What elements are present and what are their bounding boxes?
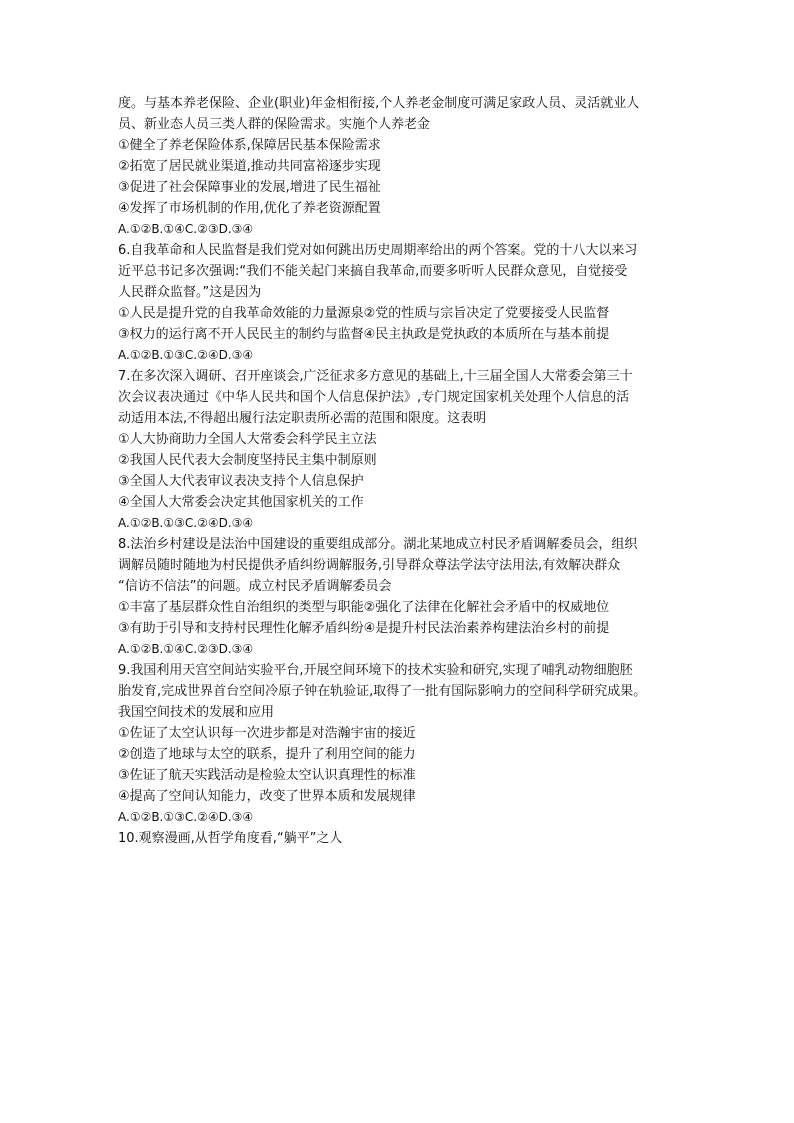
q8-options-row-2: ③有助于引导和支持村民理性化解矛盾纠纷④是提升村民法治素养构建法治乡村的前提 <box>118 621 610 636</box>
q5-option-1: ①健全了养老保险体系,保障居民基本保险需求 <box>118 138 381 153</box>
q8-options-row-1: ①丰富了基层群众性自治组织的类型与职能②强化了法律在化解社会矛盾中的权威地位 <box>118 600 610 615</box>
q9-stem-line-3: 我国空间技术的发展和应用 <box>118 705 275 720</box>
q5-option-2: ②拓宽了居民就业渠道,推动共同富裕逐步实现 <box>118 159 381 174</box>
q7-option-1: ①人大协商助力全国人大常委会科学民主立法 <box>118 432 377 447</box>
q5-stem-line-1: 度。与基本养老保险、企业(职业)年金相衔接,个人养老金制度可满足家政人员、灵活就业人 <box>118 96 640 111</box>
q9-option-2: ②创造了地球与太空的联系，提升了利用空间的能力 <box>118 747 416 762</box>
q6-stem-line-1: 6.自我革命和人民监督是我们党对如何跳出历史周期率给出的两个答案。党的十八大以来习 <box>118 243 638 258</box>
q6-choices: A.①②B.①③C.②④D.③④ <box>118 348 254 362</box>
q6-options-row-1: ①人民是提升党的自我革命效能的力量源泉②党的性质与宗旨决定了党要接受人民监督 <box>118 306 610 321</box>
q9-choices: A.①②B.①③C.②④D.③④ <box>118 810 254 824</box>
q6-stem-line-3: 人民群众监督。”这是因为 <box>118 285 262 300</box>
q7-option-2: ②我国人民代表大会制度坚持民主集中制原则 <box>118 453 377 468</box>
q5-option-4: ④发挥了市场机制的作用,优化了养老资源配置 <box>118 201 381 216</box>
q5-option-3: ③促进了社会保障事业的发展,增进了民生福祉 <box>118 180 381 195</box>
q8-stem-line-3: “信访不信法”的问题。成立村民矛盾调解委员会 <box>118 579 392 594</box>
q5-stem-line-2: 员、新业态人员三类人群的保险需求。实施个人养老金 <box>118 117 431 132</box>
q8-stem-line-1: 8.法治乡村建设是法治中国建设的重要组成部分。湖北某地成立村民矛盾调解委员会，组织 <box>118 537 638 552</box>
exam-page <box>118 93 678 849</box>
q9-option-1: ①佐证了太空认识每一次进步都是对浩瀚宇宙的接近 <box>118 726 416 741</box>
q7-option-3: ③全国人大代表审议表决支持个人信息保护 <box>118 474 364 489</box>
q9-stem-line-2: 胎发育,完成世界首台空间冷原子钟在轨验证,取得了一批有国际影响力的空间科学研究成果。 <box>118 684 647 699</box>
q10-stem-line-1: 10.观察漫画,从哲学角度看,“躺平”之人 <box>118 831 343 846</box>
q8-choices: A.①②B.①④C.②③D.③④ <box>118 642 254 656</box>
q7-stem-line-1: 7.在多次深入调研、召开座谈会,广泛征求多方意见的基础上,十三届全国人大常委会第三十 <box>118 369 633 384</box>
q7-stem-line-3: 动适用本法,不得超出履行法定职责所必需的范围和限度。这表明 <box>118 411 487 426</box>
q9-stem-line-1: 9.我国利用天宫空间站实验平台,开展空间环境下的技术实验和研究,实现了哺乳动物细胞胚 <box>118 663 633 678</box>
q7-choices: A.①②B.①③C.②④D.③④ <box>118 516 254 530</box>
q6-stem-line-2: 近平总书记多次强调:“我们不能关起门来搞自我革命,而要多听听人民群众意见，自觉接受 <box>118 264 628 279</box>
q8-stem-line-2: 调解员随时随地为村民提供矛盾纠纷调解服务,引导群众尊法学法守法用法,有效解决群众 <box>118 558 621 573</box>
q5-choices: A.①②B.①④C.②③D.③④ <box>118 222 254 236</box>
q9-option-4: ④提高了空间认知能力，改变了世界本质和发展规律 <box>118 789 416 804</box>
q7-stem-line-2: 次会议表决通过《中华人民共和国个人信息保护法》,专门规定国家机关处理个人信息的活 <box>118 390 630 405</box>
q9-option-3: ③佐证了航天实践活动是检验太空认识真理性的标准 <box>118 768 416 783</box>
q6-options-row-2: ③权力的运行离不开人民民主的制约与监督④民主执政是党执政的本质所在与基本前提 <box>118 327 610 342</box>
q7-option-4: ④全国人大常委会决定其他国家机关的工作 <box>118 495 364 510</box>
